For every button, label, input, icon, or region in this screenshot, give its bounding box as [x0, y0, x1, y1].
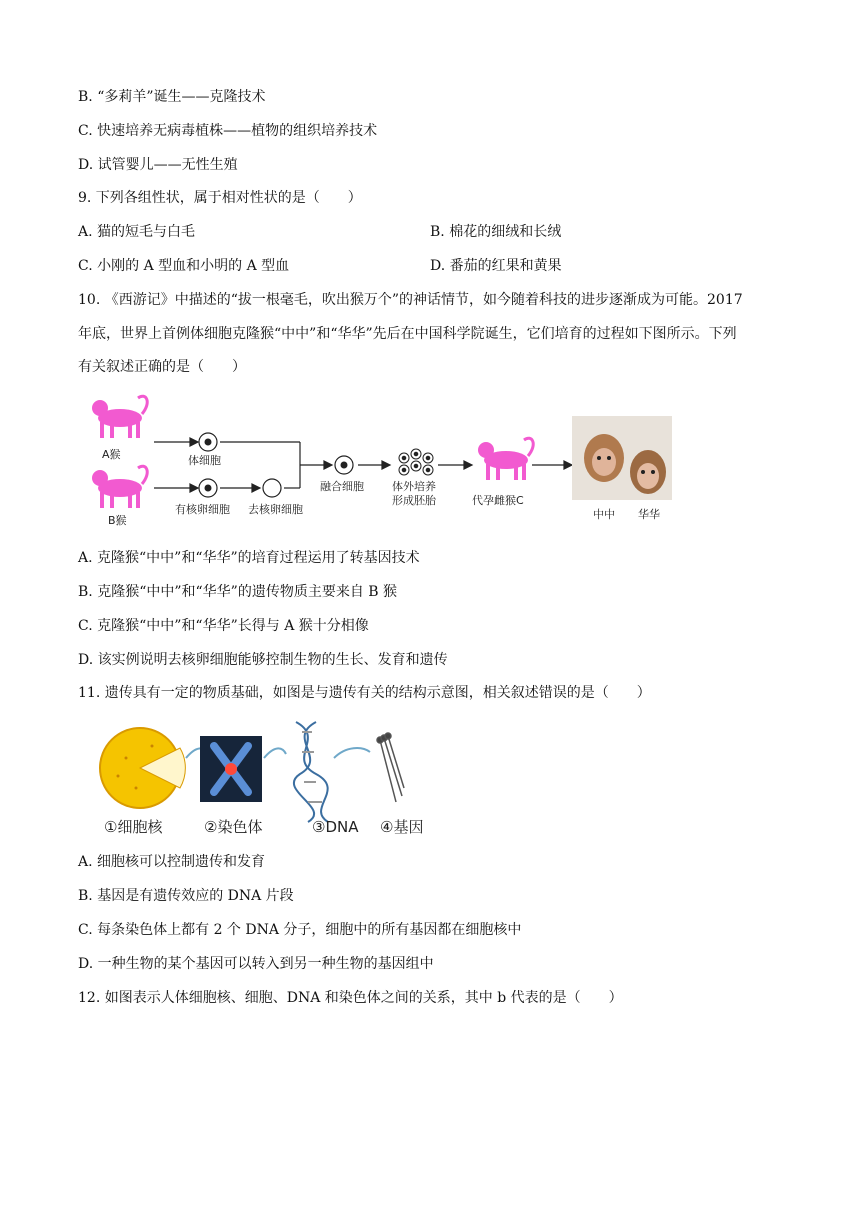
gene-label: ④基因: [380, 818, 424, 836]
q10-stem-line3: 有关叙述正确的是（ ）: [78, 359, 246, 375]
q9-option-a: A. 猫的短毛与白毛: [78, 224, 196, 240]
q10-option-b: B. 克隆猴“中中”和“华华”的遗传物质主要来自 B 猴: [78, 584, 398, 600]
q11-option-d: D. 一种生物的某个基因可以转入到另一种生物的基因组中: [78, 956, 434, 972]
q10-stem-line1: 10. 《西游记》中描述的“拔一根毫毛，吹出猴万个”的神话情节，如今随着科技的进步逐渐成为可能。2017: [78, 292, 743, 308]
fused-cell-icon: [335, 456, 353, 474]
culture-label-line1: 体外培养: [392, 480, 436, 493]
monkey-a-label: A猴: [102, 448, 121, 461]
somatic-cell-icon: [199, 433, 217, 451]
cloned-monkeys-photo: [572, 416, 672, 500]
q11-option-c: C. 每条染色体上都有 2 个 DNA 分子，细胞中的所有基因都在细胞核中: [78, 922, 522, 938]
cloning-process-figure: [86, 392, 686, 528]
monkey-b-icon: [92, 466, 147, 508]
q10-option-d: D. 该实例说明去核卵细胞能够控制生物的生长、发育和遗传: [78, 652, 448, 668]
q9-stem: 9. 下列各组性状，属于相对性状的是（ ）: [78, 190, 362, 206]
somatic-cell-label: 体细胞: [188, 454, 221, 467]
nucleated-egg-label: 有核卵细胞: [175, 503, 230, 516]
q8-option-d: D. 试管婴儿——无性生殖: [78, 157, 238, 173]
enucleated-egg-label: 去核卵细胞: [248, 503, 303, 516]
q11-stem: 11. 遗传具有一定的物质基础，如图是与遗传有关的结构示意图，相关叙述错误的是（ ）: [78, 685, 651, 701]
q10-option-a: A. 克隆猴“中中”和“华华”的培育过程运用了转基因技术: [78, 550, 420, 566]
q8-option-b: B. “多莉羊”诞生——克隆技术: [78, 89, 266, 105]
q9-option-d: D. 番茄的红果和黄果: [430, 258, 562, 274]
nucleus-icon: [100, 728, 185, 808]
q12-stem: 12. 如图表示人体细胞核、细胞、DNA 和染色体之间的关系，其中 b 代表的是（ ）: [78, 990, 623, 1006]
monkey-a-icon: [92, 396, 147, 438]
heredity-structure-figure: [96, 718, 436, 840]
monkey-b-label: B猴: [108, 514, 127, 527]
nucleated-egg-icon: [199, 479, 217, 497]
fused-cell-label: 融合细胞: [320, 480, 364, 493]
enucleated-egg-icon: [263, 479, 281, 497]
embryo-icon: [399, 449, 433, 475]
dna-helix-icon: [294, 722, 328, 822]
chromosome-icon: [200, 736, 262, 802]
zhongzhong-label: 中中: [593, 508, 615, 521]
huahua-label: 华华: [638, 508, 660, 521]
culture-label-line2: 形成胚胎: [392, 494, 436, 507]
surrogate-monkey-icon: [478, 438, 533, 480]
q11-option-a: A. 细胞核可以控制遗传和发育: [78, 854, 266, 870]
nucleus-label: ①细胞核: [104, 818, 163, 836]
q8-option-c: C. 快速培养无病毒植株——植物的组织培养技术: [78, 123, 378, 139]
q10-stem-line2: 年底，世界上首例体细胞克隆猴“中中”和“华华”先后在中国科学院诞生，它们培育的过程如下图所示。下列: [78, 326, 737, 342]
q9-option-b: B. 棉花的细绒和长绒: [430, 224, 562, 240]
surrogate-label: 代孕雌猴C: [472, 494, 524, 507]
q9-option-c: C. 小刚的 A 型血和小明的 A 型血: [78, 258, 290, 274]
chromosome-label: ②染色体: [204, 818, 263, 836]
q11-option-b: B. 基因是有遗传效应的 DNA 片段: [78, 888, 294, 904]
gene-icon: [377, 733, 404, 802]
q10-option-c: C. 克隆猴“中中”和“华华”长得与 A 猴十分相像: [78, 618, 369, 634]
dna-label: ③DNA: [312, 818, 359, 836]
